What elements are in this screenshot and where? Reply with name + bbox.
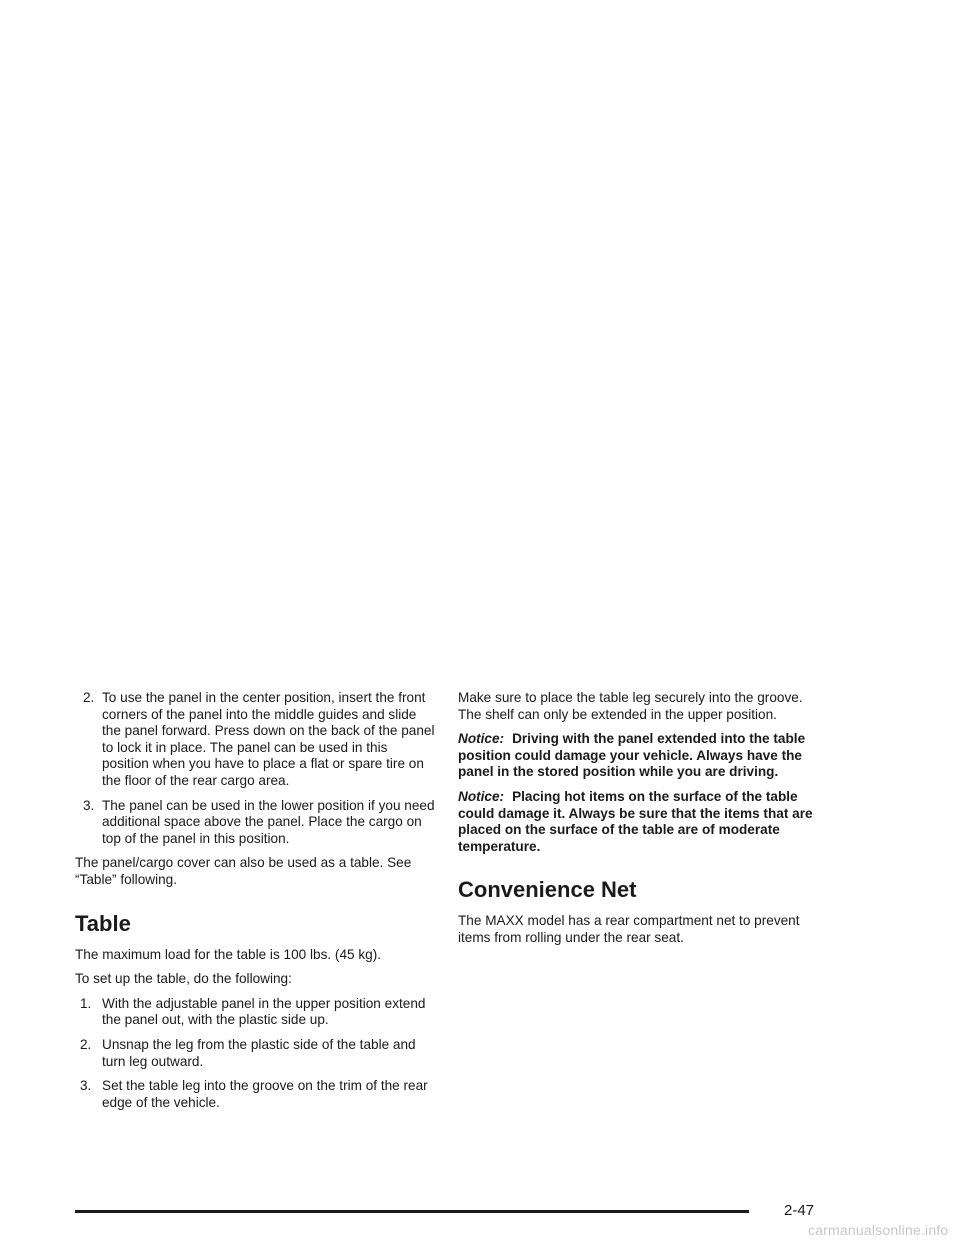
step-text: The panel can be used in the lower position if you need additional space above the panel. Place the cargo on top of the panel in this position. <box>102 797 435 846</box>
leg-placement-text: Make sure to place the table leg securely into the groove. The shelf can only be extended in the upper position. <box>458 690 803 722</box>
notice-text: Driving with the panel extended into the table position could damage your vehicle. Always have the panel in the stored position while you are driving. <box>458 731 806 780</box>
step-number: 3. <box>83 797 95 813</box>
table-setup-steps <box>75 996 435 1112</box>
step-text: With the adjustable panel in the upper position extend the panel out, with the plastic side up. <box>102 995 426 1028</box>
step-number: 3. <box>80 1078 92 1094</box>
list-item <box>75 690 435 790</box>
step-text: To use the panel in the center position, insert the front corners of the panel into the middle guides and slide the panel forward. Press down on the back of the panel to lock it in place. The panel can be used in this position when you have to place a flat or spare tire on the floor of the rear cargo area. <box>102 690 435 788</box>
step-number: 2. <box>83 690 95 705</box>
list-item <box>75 1078 435 1111</box>
max-load-text: The maximum load for the table is 100 lbs. (45 kg). <box>75 946 381 962</box>
table-note: The panel/cargo cover can also be used as a table. See “Table” following. <box>75 855 412 887</box>
convenience-net-text: The MAXX model has a rear compartment net to prevent items from rolling under the rear seat. <box>458 913 800 945</box>
notice-label: Notice: <box>458 731 505 747</box>
notice-hot-items <box>458 789 818 855</box>
step-text: Unsnap the leg from the plastic side of the table and turn leg outward. <box>102 1036 416 1069</box>
list-item <box>75 1037 435 1070</box>
step-text: Set the table leg into the groove on the trim of the rear edge of the vehicle. <box>102 1078 428 1110</box>
notice-text: Placing hot items on the surface of the table could damage it. Always be sure that the items that are placed on the surface of the table are of moderate temperature. <box>458 788 813 854</box>
left-column <box>75 690 435 1119</box>
list-item <box>75 996 435 1029</box>
step-number: 2. <box>80 1036 92 1052</box>
right-column <box>458 690 818 955</box>
step-number: 1. <box>80 995 92 1011</box>
setup-intro: To set up the table, do the following: <box>75 971 292 987</box>
table-heading: Table <box>75 910 131 936</box>
convenience-net-heading: Convenience Net <box>458 877 637 903</box>
watermark: carmanualsonline.info <box>808 1222 949 1238</box>
panel-position-steps <box>75 690 435 847</box>
notice-label: Notice: <box>458 788 505 804</box>
list-item <box>75 798 435 848</box>
footer-rule <box>75 1210 749 1213</box>
notice-panel-extended <box>458 731 818 781</box>
page-number: 2-47 <box>784 1202 815 1219</box>
